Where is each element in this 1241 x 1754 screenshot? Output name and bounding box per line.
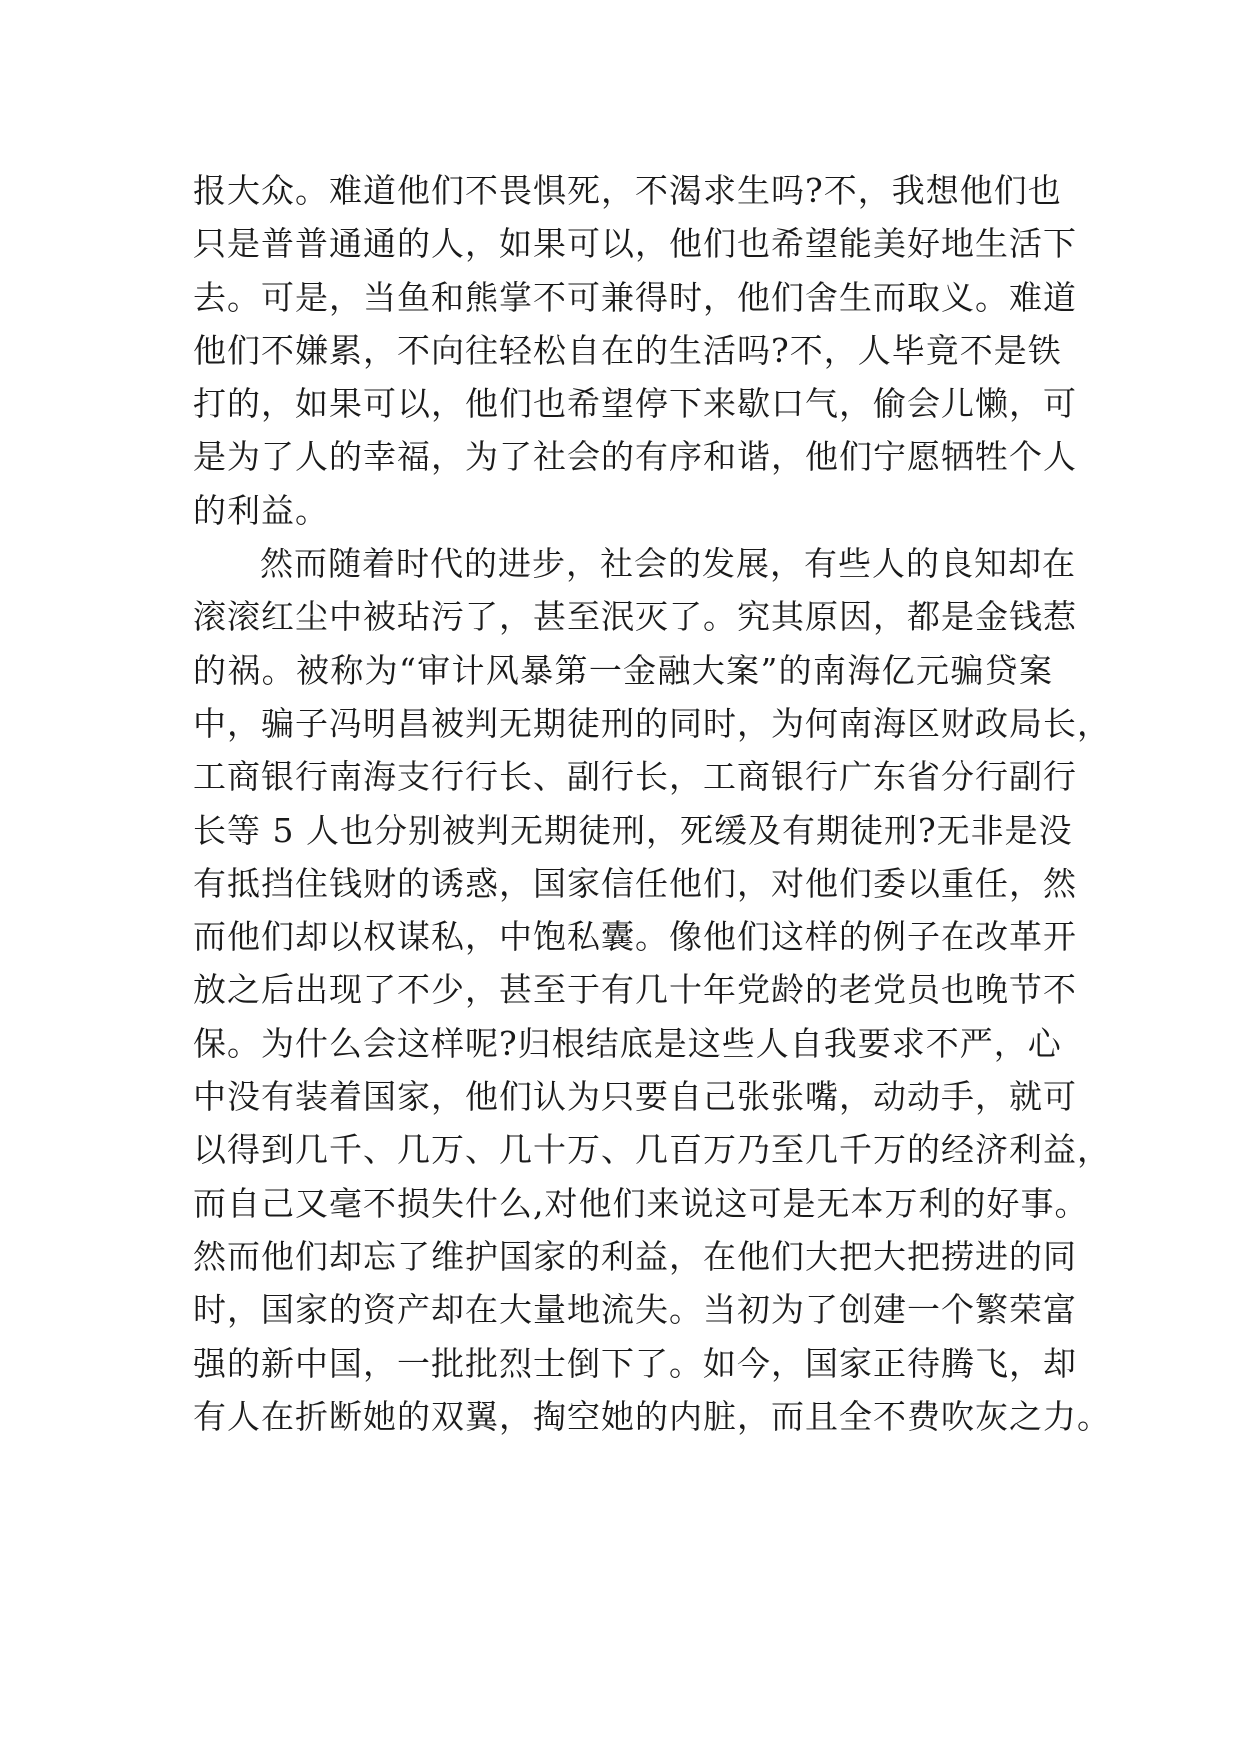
text-line: 的利益。 [193, 490, 329, 530]
text-line: 保。为什么会这样呢?归根结底是这些人自我要求不严，心 [193, 1023, 1062, 1063]
text-line: 有人在折断她的双翼，掏空她的内脏，而且全不费吹灰之力。 [193, 1396, 1111, 1436]
text-line: 的祸。被称为“审计风暴第一金融大案”的南海亿元骗贷案 [193, 650, 1053, 690]
text-line: 以得到几千、几万、几十万、几百万乃至几千万的经济利益， [193, 1130, 1111, 1170]
text-line: 去。可是，当鱼和熊掌不可兼得时，他们舍生而取义。难道 [193, 277, 1077, 317]
text-line: 而自己又毫不损失什么,对他们来说这可是无本万利的好事。 [193, 1183, 1089, 1223]
text-line: 报大众。难道他们不畏惧死，不渴求生吗?不，我想他们也 [193, 171, 1062, 210]
text-line: 中没有装着国家，他们认为只要自己张张嘴，动动手，就可 [193, 1077, 1077, 1117]
text-line: 他们不嫌累，不向往轻松自在的生活吗?不，人毕竟不是铁 [193, 330, 1062, 370]
text-line: 而他们却以权谋私，中饱私囊。像他们这样的例子在改革开 [193, 917, 1077, 957]
text-line: 中，骗子冯明昌被判无期徒刑的同时，为何南海区财政局长， [193, 703, 1111, 743]
text-line: 放之后出现了不少，甚至于有几十年党龄的老党员也晚节不 [193, 970, 1077, 1010]
text-line: 有抵挡住钱财的诱惑，国家信任他们，对他们委以重任，然 [193, 863, 1077, 903]
text-line: 打的，如果可以，他们也希望停下来歇口气，偷会儿懒，可 [193, 384, 1077, 424]
text-line: 长等 5 人也分别被判无期徒刑，死缓及有期徒刑?无非是没 [193, 810, 1073, 850]
text-line: 然而他们却忘了维护国家的利益，在他们大把大把捞进的同 [193, 1236, 1077, 1276]
text-line: 是为了人的幸福，为了社会的有序和谐，他们宁愿牺牲个人 [193, 437, 1077, 477]
text-line: 时，国家的资产却在大量地流失。当初为了创建一个繁荣富 [193, 1290, 1077, 1330]
text-line: 工商银行南海支行行长、副行长，工商银行广东省分行副行 [193, 757, 1077, 797]
text-line: 强的新中国，一批批烈士倒下了。如今，国家正待腾飞，却 [193, 1343, 1077, 1383]
text-line: 只是普普通通的人，如果可以，他们也希望能美好地生活下 [193, 224, 1077, 264]
text-line: 滚滚红尘中被玷污了，甚至泯灭了。究其原因，都是金钱惹 [193, 597, 1077, 637]
body-text [193, 164, 1111, 1443]
paragraph-start-line: 然而随着时代的进步，社会的发展，有些人的良知却在 [260, 544, 1076, 584]
